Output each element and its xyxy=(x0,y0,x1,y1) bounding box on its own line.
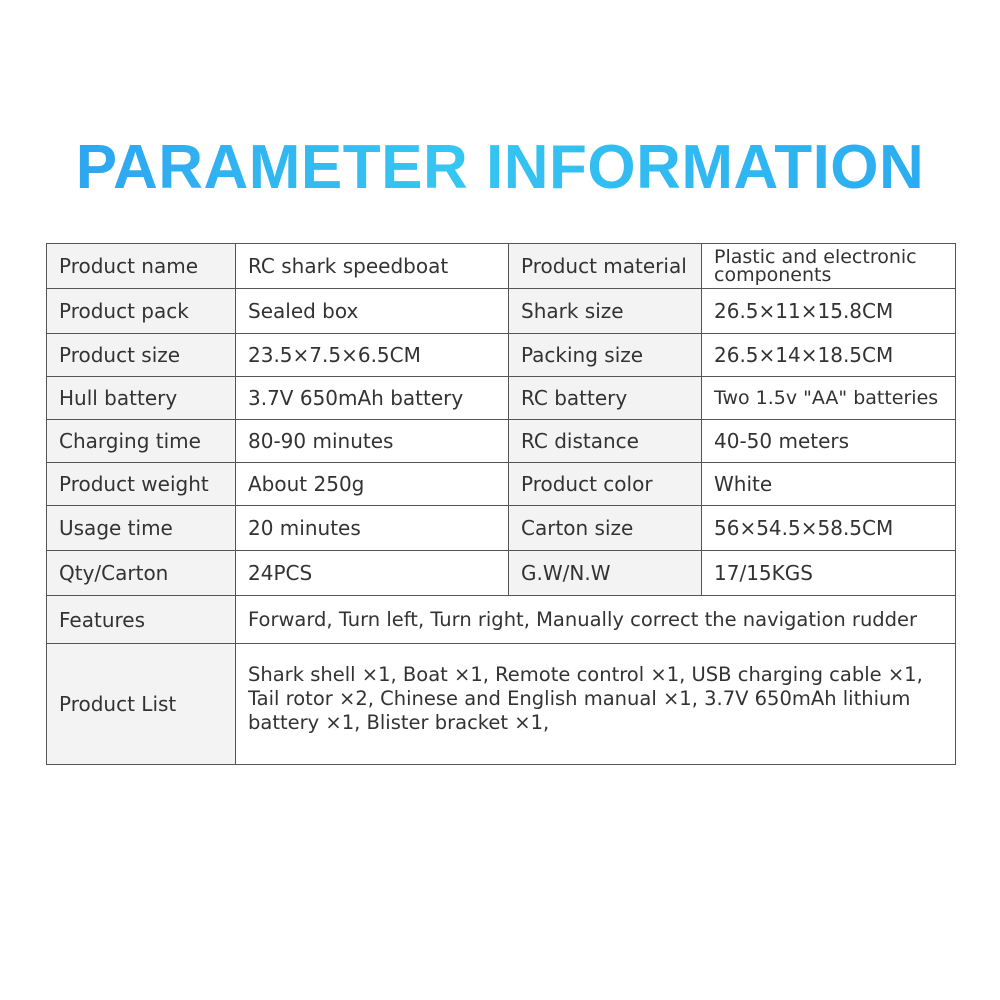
param-label: Carton size xyxy=(509,506,702,551)
param-label: Product weight xyxy=(47,463,236,506)
param-label: Product name xyxy=(47,244,236,289)
param-value: 3.7V 650mAh battery xyxy=(236,377,509,420)
table-row xyxy=(47,463,956,506)
table-row xyxy=(47,289,956,334)
param-value: About 250g xyxy=(236,463,509,506)
param-label: Packing size xyxy=(509,334,702,377)
table-row xyxy=(47,334,956,377)
param-value: Sealed box xyxy=(236,289,509,334)
param-label: G.W/N.W xyxy=(509,551,702,596)
param-value: RC shark speedboat xyxy=(236,244,509,289)
param-value: 23.5×7.5×6.5CM xyxy=(236,334,509,377)
param-label: Product pack xyxy=(47,289,236,334)
page-title: PARAMETER INFORMATION xyxy=(0,132,1000,204)
param-label: Product size xyxy=(47,334,236,377)
param-value: 26.5×14×18.5CM xyxy=(702,334,956,377)
param-value: 24PCS xyxy=(236,551,509,596)
features-value: Forward, Turn left, Turn right, Manually correct the navigation rudder xyxy=(236,596,956,644)
param-value: 40-50 meters xyxy=(702,420,956,463)
table-row xyxy=(47,420,956,463)
table-row-features xyxy=(47,596,956,644)
parameter-table xyxy=(46,243,956,765)
table-row xyxy=(47,244,956,289)
product-list-label: Product List xyxy=(47,644,236,765)
param-label: Hull battery xyxy=(47,377,236,420)
param-label: RC battery xyxy=(509,377,702,420)
table-row-product-list xyxy=(47,644,956,765)
param-label: Usage time xyxy=(47,506,236,551)
param-label: Shark size xyxy=(509,289,702,334)
param-label: Charging time xyxy=(47,420,236,463)
param-value: 17/15KGS xyxy=(702,551,956,596)
features-label: Features xyxy=(47,596,236,644)
product-list-value: Shark shell ×1, Boat ×1, Remote control ×1, USB charging cable ×1, Tail rotor ×2, Chinese and English manual ×1, 3.7V 650mAh lithium battery ×1, Blister bracket ×1, xyxy=(236,644,956,765)
param-value: 20 minutes xyxy=(236,506,509,551)
table-row xyxy=(47,377,956,420)
param-value: Two 1.5v "AA" batteries xyxy=(702,377,956,420)
table-row xyxy=(47,551,956,596)
param-value: Plastic and electronic components xyxy=(702,244,956,289)
param-label: RC distance xyxy=(509,420,702,463)
table-row xyxy=(47,506,956,551)
param-value: 80-90 minutes xyxy=(236,420,509,463)
param-label: Qty/Carton xyxy=(47,551,236,596)
param-value: 26.5×11×15.8CM xyxy=(702,289,956,334)
param-label: Product material xyxy=(509,244,702,289)
param-value: White xyxy=(702,463,956,506)
param-value: 56×54.5×58.5CM xyxy=(702,506,956,551)
param-label: Product color xyxy=(509,463,702,506)
